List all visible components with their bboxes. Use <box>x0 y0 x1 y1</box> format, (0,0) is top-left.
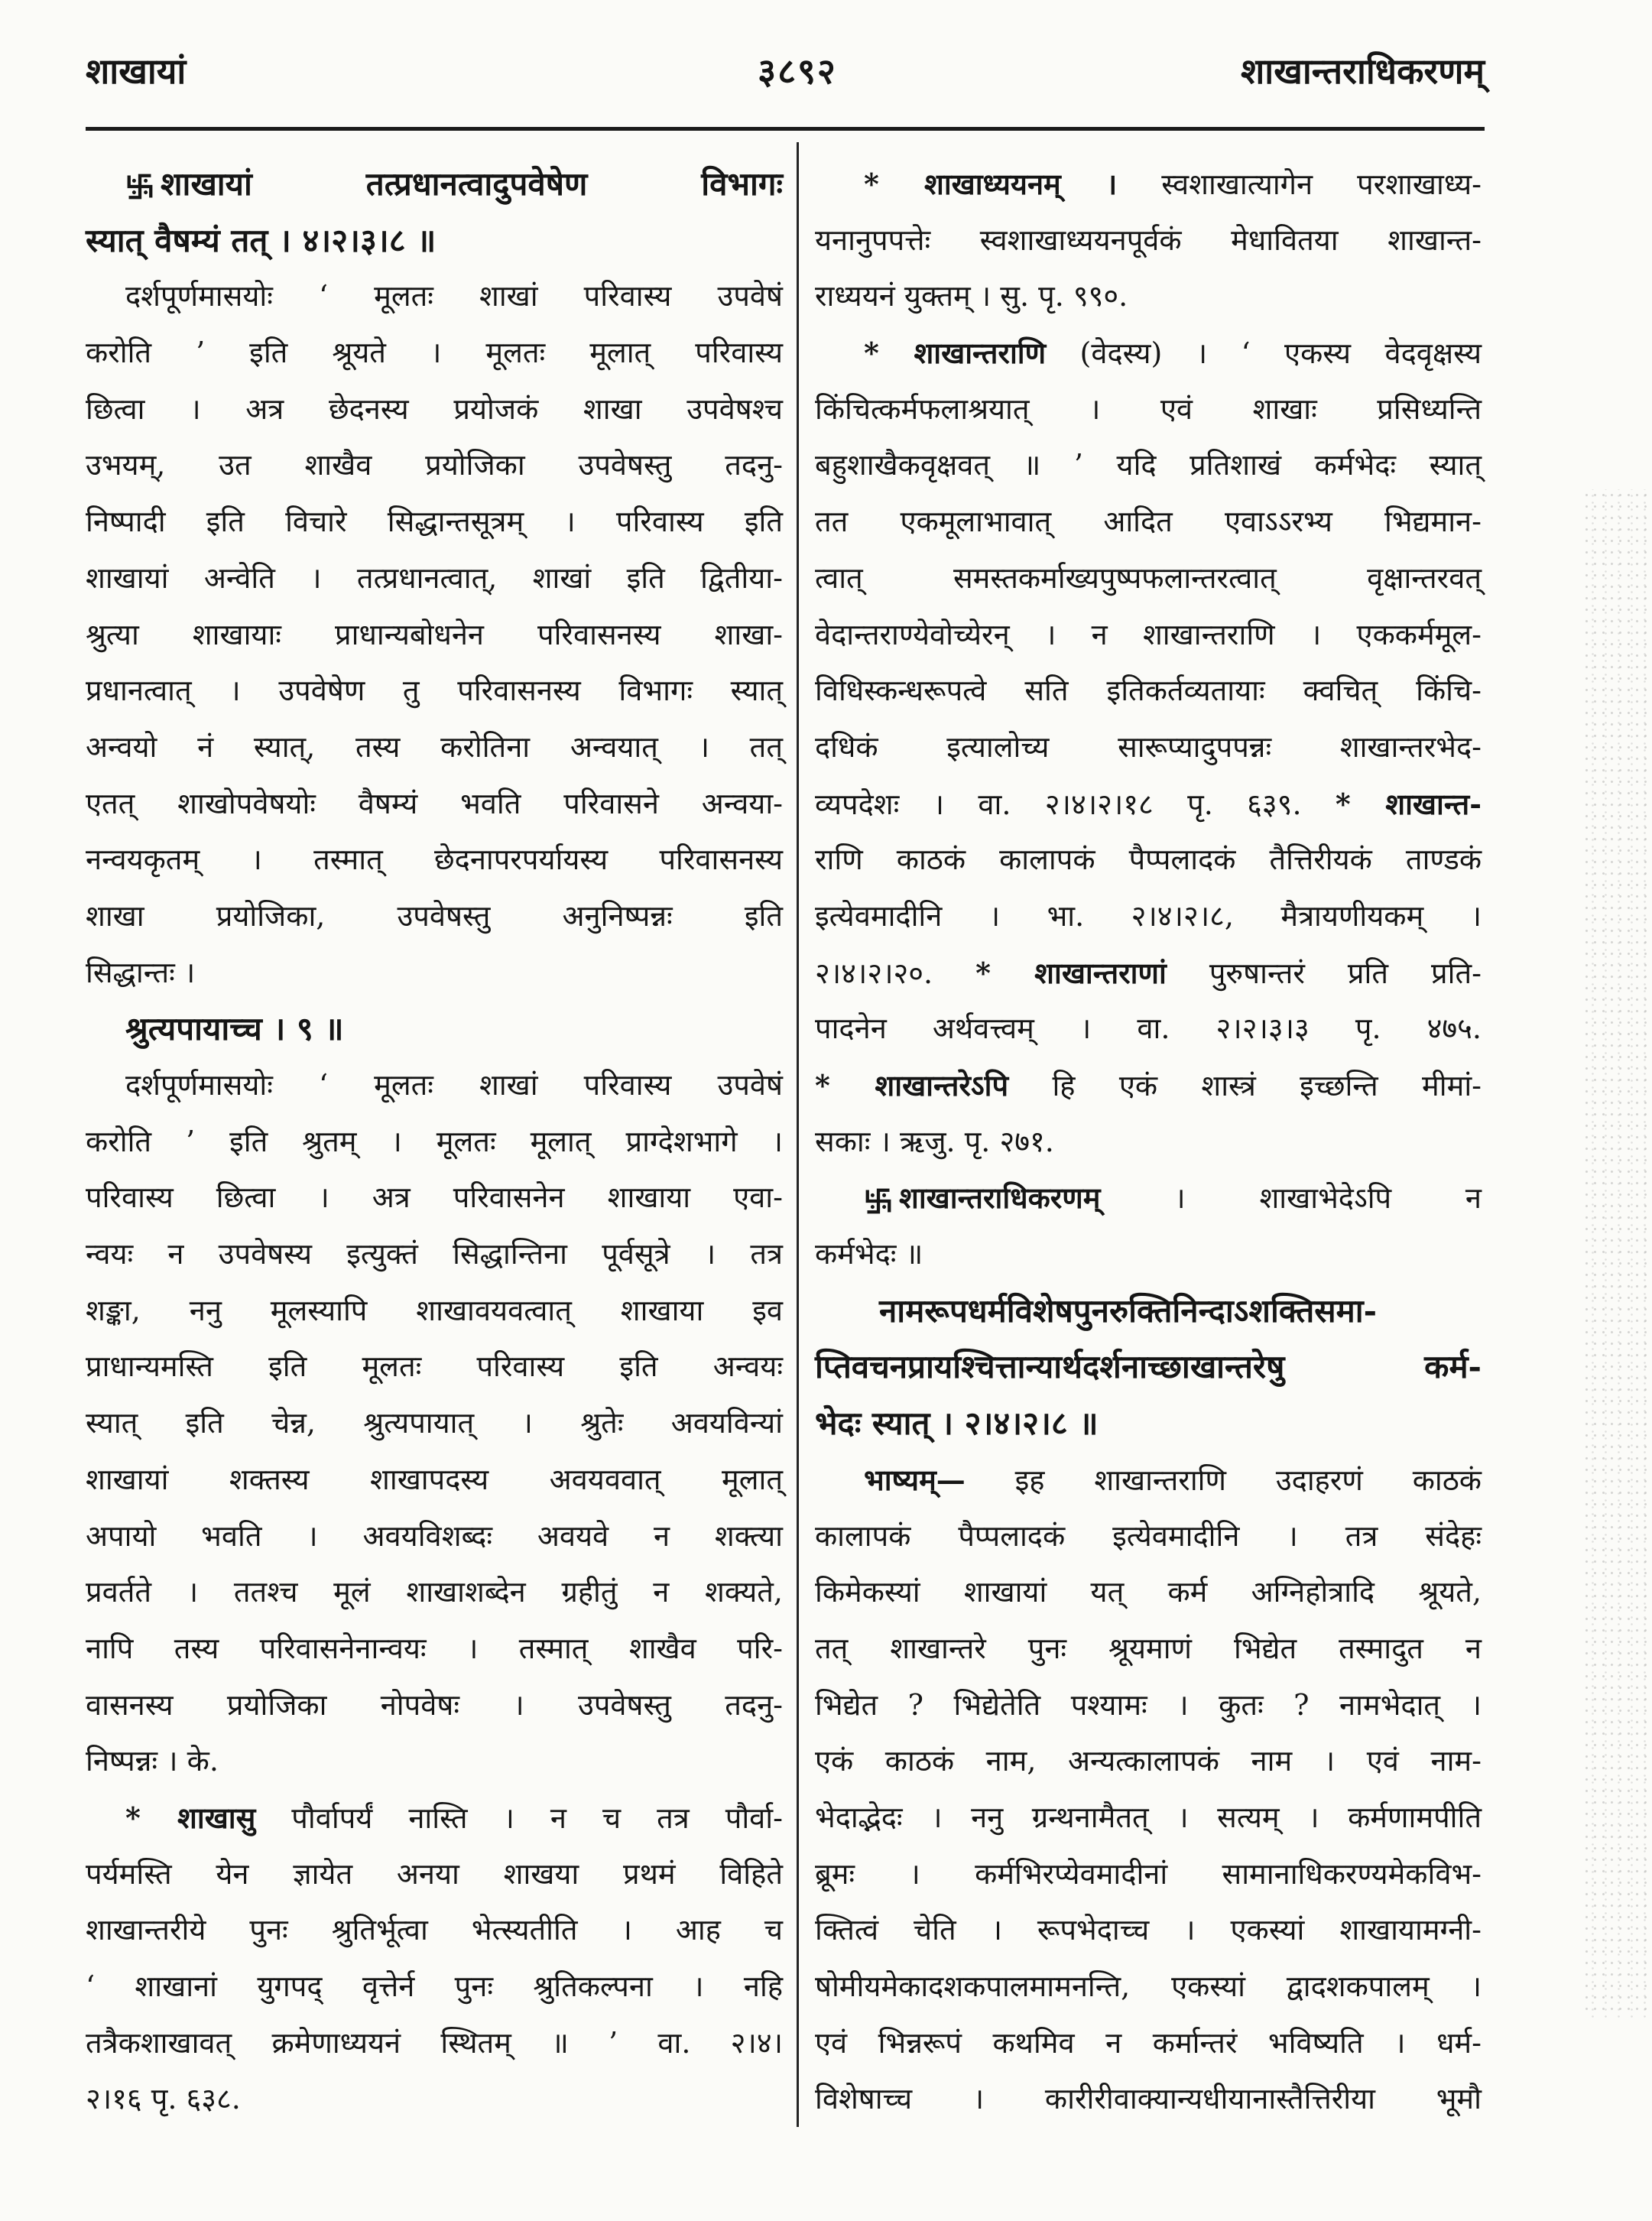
text-line: पर्यमस्ति येन ज्ञायेत अनया शाखया प्रथमं विहिते <box>86 1856 783 1891</box>
svastika-icon <box>125 172 154 201</box>
page-number: ३८९२ <box>758 50 837 92</box>
text-segment: स्वशाखात्यागेन परशाखाध्य- <box>1117 167 1482 201</box>
text-line <box>815 776 1482 833</box>
text-line: ‘ शाखानां युगपद् वृत्तेर्न पुनः श्रुतिकल्पना । नहि <box>86 1969 783 2003</box>
bold-term: भाष्यम्— <box>864 1462 966 1497</box>
text-line: प्राधान्यमस्ति इति मूलतः परिवास्य इति अन्वयः <box>86 1349 783 1384</box>
text-segment: इह शाखान्तराणि उदाहरणं काठकं <box>965 1463 1482 1497</box>
text-line <box>86 156 783 213</box>
text-line: प्रवर्तते । ततश्च मूलं शाखाशब्देन ग्रहीतुं न शक्यते, <box>86 1575 783 1609</box>
text-line <box>815 325 1482 382</box>
header-rule <box>86 127 1485 131</box>
text-line: परिवास्य छित्वा । अत्र परिवासनेन शाखाया एवा- <box>86 1180 783 1215</box>
text-line: नामरूपधर्मविशेषपुनरुक्तिनिन्दाऽशक्तिसमा- <box>879 1291 1378 1330</box>
text-line: यनानुपपत्तेः स्वशाखाध्ययनपूर्वकं मेधावितया शाखान्त- <box>815 222 1482 257</box>
text-line: शाखायां शक्तस्य शाखापदस्य अवयववात् मूलात् <box>86 1462 783 1496</box>
text-line: उभयम्, उत शाखैव प्रयोजिका उपवेषस्तु तदनु- <box>86 448 783 482</box>
text-line: न्वयः न उपवेषस्य इत्युक्तं सिद्धान्तिना पूर्वसूत्रे । तत्र <box>86 1237 783 1271</box>
text-line: कालापकं पैप्पलादकं इत्येवमादीनि । तत्र संदेहः <box>815 1518 1482 1553</box>
text-segment: पुरुषान्तरं प्रति प्रति- <box>1166 956 1482 990</box>
column-divider <box>797 142 799 2127</box>
text-line: प्तिवचनप्रायश्चित्तान्यार्थदर्शनाच्छाखान्तरेषु कर्म- <box>815 1348 1482 1386</box>
text-line <box>815 1170 1482 1226</box>
text-line: पादनेन अर्थवत्त्वम् । वा. २।२।३।३ पृ. ४७५. <box>815 1011 1482 1046</box>
bold-term: * शाखान्तरेऽपि <box>815 1068 1009 1102</box>
text-segment: पौर्वापर्यं नास्ति । न च तत्र पौर्वा- <box>255 1801 783 1835</box>
text-line: प्रधानत्वात् । उपवेषेण तु परिवासनस्य विभागः स्यात् <box>86 674 783 708</box>
text-line: सकाः । ऋजु. पृ. २७१. <box>815 1124 1054 1158</box>
text-line: षोमीयमेकादशकपालमामनन्ति, एकस्यां द्वादशकपालम् । <box>815 1969 1482 2003</box>
text-line: भिद्येत ? भिद्येतेति पश्यामः । कुतः ? नामभेदात् । <box>815 1687 1482 1722</box>
text-line: शाखान्तरीये पुनः श्रुतिर्भूत्वा भेत्स्यतीति । आह च <box>86 1913 783 1947</box>
text-line <box>815 156 1482 213</box>
text-line: दधिकं इत्यालोच्य सारूप्यादुपपन्नः शाखान्तरभेद- <box>815 729 1482 764</box>
bold-term: * शाखासु <box>125 1800 256 1835</box>
text-segment: व्यपदेशः । वा. २।४।२।१८ पृ. ६३९. <box>815 787 1336 821</box>
text-line: नन्वयकृतम् । तस्मात् छेदनापरपर्यायस्य परिवासनस्य <box>86 843 783 877</box>
text-line: तत्रैकशाखावत् क्रमेणाध्ययनं स्थितम् ॥ ’ वा. २।४। <box>86 2025 783 2060</box>
text-line: एकं काठकं नाम, अन्यत्कालापकं नाम । एवं नाम- <box>815 1744 1482 1778</box>
bold-term: * शाखान्त- <box>1335 786 1482 821</box>
running-head-right: शाखान्तराधिकरणम् <box>1241 50 1485 92</box>
sutra-paragraph <box>86 1001 783 1057</box>
text-line: स्यात् इति चेन्न, श्रुत्यपायात् । श्रुतेः अवयविन्यां <box>86 1406 783 1440</box>
text-line: क्तित्वं चेति । रूपभेदाच्च । एकस्यां शाखायामग्नी- <box>815 1913 1482 1947</box>
text-segment: २।४।२।२०. <box>815 956 976 990</box>
text-line: भेदः स्यात् । २।४।२।८ ॥ <box>815 1404 1099 1443</box>
text-line: छित्वा । अत्र छेदनस्य प्रयोजकं शाखा उपवेषश्च <box>86 391 783 426</box>
text-line: दर्शपूर्णमासयोः ‘ मूलतः शाखां परिवास्य उपवेषं <box>125 1068 783 1102</box>
right-column <box>815 156 1482 2128</box>
bold-term: * शाखाध्ययनम् । <box>864 167 1118 201</box>
text-line: निष्पादी इति विचारे सिद्धान्तसूत्रम् । परिवास्य इति <box>86 505 783 539</box>
bold-term: शाखान्तराधिकरणम् <box>899 1180 1101 1216</box>
text-line: राणि काठकं कालापकं पैप्पलादकं तैत्तिरीयकं ताण्डकं <box>815 843 1482 877</box>
text-paragraph <box>86 268 783 1001</box>
text-line: एवं भिन्नरूपं कथमिव न कर्मान्तरं भविष्यति । धर्म- <box>815 2025 1482 2060</box>
text-line <box>815 1057 1482 1114</box>
text-line: कर्मभेदः ॥ <box>815 1237 923 1271</box>
running-head-left: शाखायां <box>86 50 187 92</box>
text-line: तत् शाखान्तरे पुनः श्रूयमाणं भिद्येत तस्मादुत न <box>815 1631 1482 1665</box>
text-line: वेदान्तराण्येवोच्येरन् । न शाखान्तराणि । एककर्ममूल- <box>815 617 1482 651</box>
text-line: श्रुत्यपायाच्च । ९ ॥ <box>125 1010 344 1048</box>
text-line: इत्येवमादीनि । भा. २।४।२।८, मैत्रायणीयकम् । <box>815 898 1482 933</box>
text-line: २।१६ पृ. ६३८. <box>86 2082 241 2116</box>
text-line: निष्पन्नः । के. <box>86 1744 219 1778</box>
svastika-icon <box>864 1187 893 1216</box>
text-line: नापि तस्य परिवासनेनान्वयः । तस्मात् शाखैव परि- <box>86 1631 783 1665</box>
bhashya-paragraph <box>815 1452 1482 2128</box>
text-line <box>86 1790 783 1846</box>
text-line: स्यात् वैषम्यं तत् । ४।२।३।८ ॥ <box>86 221 437 259</box>
text-segment: हि एकं शास्त्रं इच्छन्ति मीमां- <box>1008 1069 1482 1102</box>
text-line: किंचित्कर्मफलाश्रयात् । एवं शाखाः प्रसिध्यन्ति <box>815 391 1482 426</box>
heading-paragraph <box>86 156 783 268</box>
text-line: भेदाद्भेदः । ननु ग्रन्थनामैतत् । सत्यम् । कर्मणामपीति <box>815 1800 1482 1834</box>
text-line: करोति ’ इति श्रुतम् । मूलतः मूलात् प्राग्देशभागे । <box>86 1124 783 1158</box>
text-line: विधिस्कन्धरूपत्वे सति इतिकर्तव्यतायाः क्वचित् किंचि- <box>815 674 1482 708</box>
text-line <box>815 1452 1482 1508</box>
text-line: शाखा प्रयोजिका, उपवेषस्तु अनुनिष्पन्नः इति <box>86 898 783 933</box>
entry-paragraph <box>86 1790 783 2128</box>
text-segment: शाखायां तत्प्रधानत्वादुपवेषेण विभागः <box>161 165 783 203</box>
text-line: दर्शपूर्णमासयोः ‘ मूलतः शाखां परिवास्य उपवेषं <box>125 279 783 313</box>
scan-speckle <box>1582 489 1652 2018</box>
text-line: तत एकमूलाभावात् आदित एवाऽऽरभ्य भिद्यमान- <box>815 505 1482 539</box>
text-segment: (वेदस्य) । ‘ एकस्य वेदवृक्षस्य <box>1046 336 1482 371</box>
text-line: किमेकस्यां शाखायां यत् कर्म अग्निहोत्रादि श्रूयते, <box>815 1575 1482 1609</box>
text-line: अन्वयो नं स्यात्, तस्य करोतिना अन्वयात् । तत् <box>86 729 783 764</box>
text-line: वासनस्य प्रयोजिका नोपवेषः । उपवेषस्तु तदनु- <box>86 1687 783 1722</box>
text-line: श्रुत्या शाखायाः प्राधान्यबोधनेन परिवासनस्य शाखा- <box>86 617 783 651</box>
text-segment: । शाखाभेदेऽपि न <box>1100 1181 1482 1216</box>
text-paragraph <box>86 1057 783 1790</box>
bold-term: * शाखान्तराणि <box>864 336 1047 371</box>
sutra-paragraph <box>815 1283 1482 1452</box>
text-line: एतत् शाखोपवेषयोः वैषम्यं भवति परिवासने अन्वया- <box>86 786 783 820</box>
bold-term: * शाखान्तराणां <box>975 955 1167 990</box>
text-line: करोति ’ इति श्रूयते । मूलतः मूलात् परिवास्य <box>86 336 783 370</box>
entry-paragraph <box>815 156 1482 325</box>
text-line: विशेषाच्च । कारीरीवाक्यान्यधीयानास्तैत्तिरीया भूमौ <box>815 2082 1482 2116</box>
text-line: शङ्का, ननु मूलस्यापि शाखावयवत्वात् शाखाया इव <box>86 1293 783 1327</box>
text-line <box>815 945 1482 1002</box>
text-line: अपायो भवति । अवयविशब्दः अवयवे न शक्त्या <box>86 1518 783 1553</box>
text-line: सिद्धान्तः । <box>86 955 196 989</box>
text-line: ब्रूमः । कर्मभिरप्येवमादीनां सामानाधिकरण्यमेकविभ- <box>815 1856 1482 1891</box>
text-line: राध्ययनं युक्तम् । सु. पृ. ९९०. <box>815 279 1128 313</box>
left-column <box>86 156 783 2128</box>
entry-paragraph <box>815 1170 1482 1282</box>
entry-paragraph <box>815 325 1482 1170</box>
text-line: शाखायां अन्वेति । तत्प्रधानत्वात्, शाखां इति द्वितीया- <box>86 560 783 595</box>
text-line: त्वात् समस्तकर्माख्यपुष्पफलान्तरत्वात् वृक्षान्तरवत् <box>815 560 1482 595</box>
text-line: बहुशाखैकवृक्षवत् ॥ ’ यदि प्रतिशाखं कर्मभेदः स्यात् <box>815 448 1482 482</box>
